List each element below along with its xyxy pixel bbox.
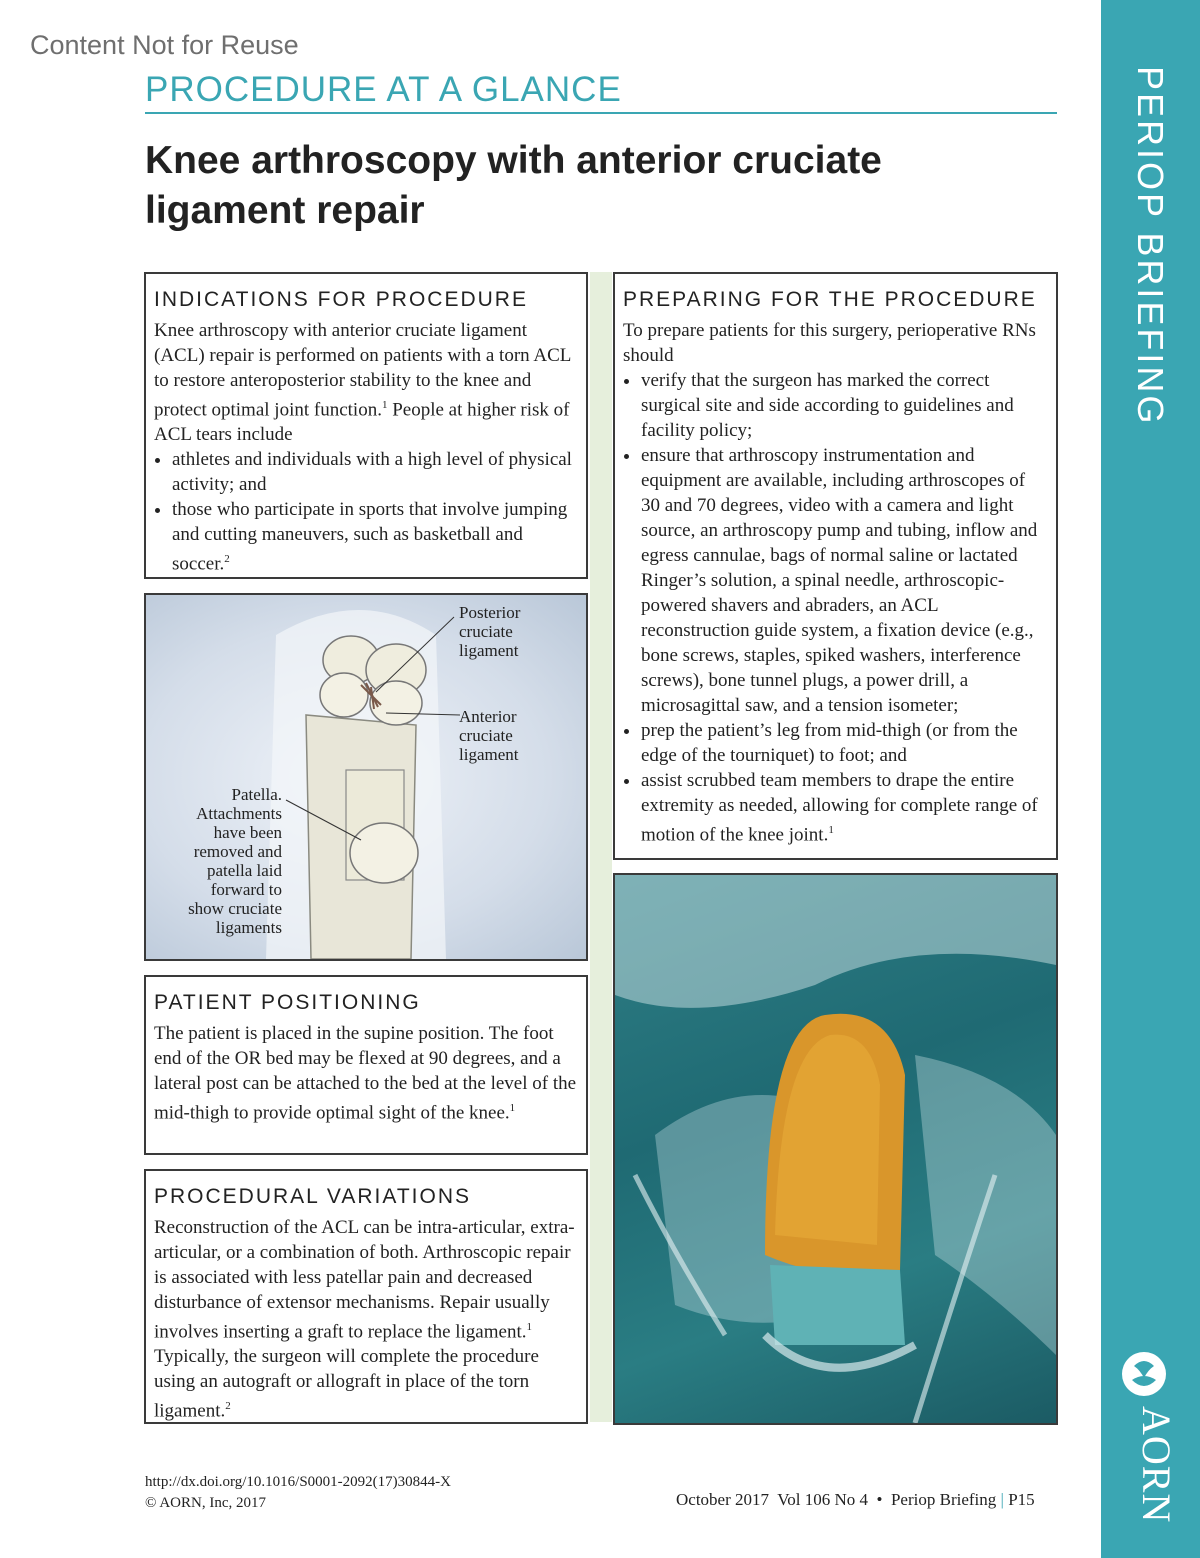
sidebar [1101,0,1200,1558]
label-posterior-cruciate: Posterior cruciate ligament [459,603,521,660]
list-item: • verify that the surgeon has marked the correct surgical site and side according to guidelines and facility policy; [641,368,1048,443]
variations-heading: PROCEDURAL VARIATIONS [154,1185,471,1208]
preparing-heading: PREPARING FOR THE PROCEDURE [623,288,1037,311]
column-divider [590,272,612,1422]
draped-knee-image [615,875,1056,1423]
indications-heading: INDICATIONS FOR PROCEDURE [154,288,528,311]
positioning-text: The patient is placed in the supine position. The foot end of the OR bed may be flexed at 90 degrees, and a lateral post can be attached to the bed at the level of the mid-thigh to provide optimal sight of the knee.$^1$ [154,1023,577,1124]
aorn-logo-mark-icon [1122,1352,1166,1396]
copyright: © AORN, Inc, 2017 [145,1495,266,1511]
indications-intro: Knee arthroscopy with anterior cruciate ligament (ACL) repair is performed on patients with a torn ACL to restore anteroposterior stability to the knee and protect optimal joint function.$^1$ People at higher risk of ACL tears include [154,320,571,446]
watermark: Content Not for Reuse [30,30,299,60]
preparing-list [623,368,1048,847]
list-item: • ensure that arthroscopy instrumentation and equipment are available, including arthroscopes of 30 and 70 degrees, video with a camera and light source, an arthroscopy pump and tubing, inflow and egress cannulae, bags of normal saline or lactated Ringer’s solution, a spinal needle, arthroscopic-powered shavers and abraders, an ACL reconstruction guide system, a fixation device (e.g., bone screws, staples, spiked washers, interference screws), bone tunnel plugs, a power drill, a microsagittal saw, and a tension isometer; [641,443,1048,718]
variations-text: Reconstruction of the ACL can be intra-articular, extra-articular, or a combination of both. Arthroscopic repair is associated with less patellar pain and decreased disturbance of extensor mechanisms. Repair usually involves inserting a graft to replace the ligament.$^1$ Typically, the surgeon will complete the procedure using an autograft or allograft in place of the torn ligament.$^2$ [154,1217,575,1422]
header-rule [145,112,1057,114]
label-patella: Patella. Attachments have been removed and patella laid forward to show cruciate ligaments [188,785,282,937]
page-number: P15 [1008,1490,1035,1509]
variations-box [144,1169,588,1424]
page-title: Knee arthroscopy with anterior cruciate ligament repair [145,139,882,232]
footer-citation [145,1472,451,1514]
doi-link[interactable]: http://dx.doi.org/10.1016/S0001-2092(17)30844-X [145,1474,451,1490]
sidebar-label: PERIOP BRIEFING [1130,66,1171,427]
positioning-heading: PATIENT POSITIONING [154,991,421,1014]
aorn-logo [1108,1352,1194,1524]
list-item: • assist scrubbed team members to drape the entire extremity as needed, allowing for complete range of motion of the knee joint.$^1$ [641,768,1048,847]
aorn-logo-text: AORN [1134,1406,1179,1524]
footer-separator: | [1000,1490,1004,1509]
issue-info: October 2017 Vol 106 No 4 • Periop Briefing [676,1490,997,1509]
indications-list [154,447,578,576]
section-label: PROCEDURE AT A GLANCE [145,70,622,109]
label-anterior-cruciate: Anterior cruciate ligament [459,707,519,764]
preparing-intro: To prepare patients for this surgery, perioperative RNs should [623,320,1036,366]
preparing-box [613,272,1058,860]
list-item: • prep the patient’s leg from mid-thigh (or from the edge of the tourniquet) to foot; and [641,718,1048,768]
surgical-photo [613,873,1058,1425]
list-item: • athletes and individuals with a high level of physical activity; and [172,447,578,497]
list-item: • those who participate in sports that involve jumping and cutting maneuvers, such as basketball and soccer.$^2$ [172,497,578,576]
positioning-box [144,975,588,1155]
knee-illustration [144,593,588,961]
indications-box [144,272,588,579]
footer-issue [676,1490,1035,1510]
